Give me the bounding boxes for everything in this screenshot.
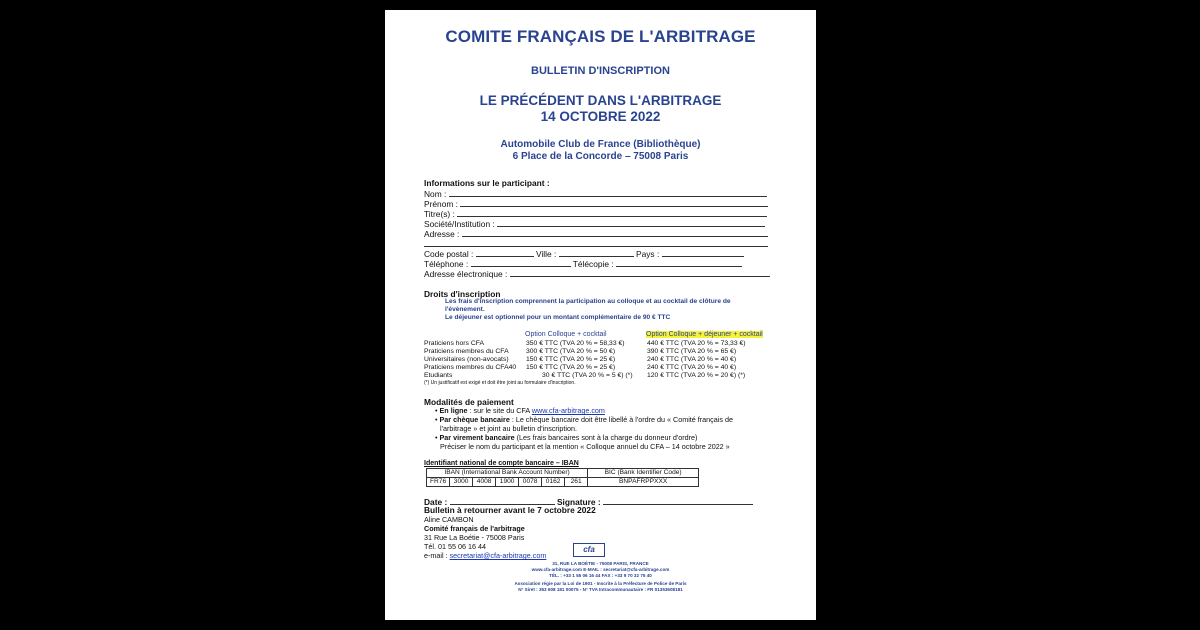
- footer-line-1: 31, RUE LA BOÉTIE - 75008 PARIS, FRANCE: [552, 561, 649, 566]
- payment-heading: Modalités de paiement: [424, 397, 514, 407]
- venue-line-1: Automobile Club de France (Bibliothèque): [500, 139, 701, 150]
- location-fields[interactable]: Code postal : Ville : Pays :: [424, 248, 744, 259]
- fee-row-label: Praticiens membres du CFA: [424, 348, 509, 355]
- bank-heading: Identifiant national de compte bancaire – IBAN: [424, 460, 579, 467]
- email-field[interactable]: Adresse électronique :: [424, 268, 770, 279]
- payment-cheque-2: l'arbitrage » et joint au bulletin d'inscription.: [440, 424, 577, 433]
- return-address: 31 Rue La Boétie - 75008 Paris: [424, 533, 525, 542]
- cfa-logo: cfa: [573, 543, 605, 557]
- fee-row-opt2: 120 € TTC (TVA 20 % = 20 €) (*): [647, 372, 746, 379]
- prenom-field[interactable]: Prénom :: [424, 198, 768, 209]
- fees-footnote: (*) Un justificatif est exigé et doit être joint au formulaire d'inscription.: [424, 380, 576, 386]
- fee-row-opt1: 150 € TTC (TVA 20 % = 25 €): [526, 364, 616, 371]
- phone-fields[interactable]: Téléphone : Télécopie :: [424, 258, 742, 269]
- fee-row-opt1: 150 € TTC (TVA 20 % = 25 €): [526, 356, 616, 363]
- nom-field[interactable]: Nom :: [424, 188, 767, 199]
- bic-header: BIC (Bank Identifier Code): [588, 469, 699, 478]
- fee-row-label: Praticiens membres du CFA40: [424, 364, 517, 371]
- iban-part: FR76: [427, 478, 450, 487]
- fee-row-label: Etudiants: [424, 372, 453, 379]
- fee-row-opt2: 240 € TTC (TVA 20 % = 40 €): [647, 356, 737, 363]
- payment-transfer-2: Préciser le nom du participant et la mention « Colloque annuel du CFA – 14 octobre 2022 »: [440, 442, 730, 451]
- adresse-field[interactable]: Adresse :: [424, 228, 768, 239]
- iban-part: 4008: [473, 478, 496, 487]
- payment-cheque: • Par chèque bancaire : Le chèque bancaire doit être libellé à l'ordre du « Comité français de: [435, 415, 733, 424]
- fee-row-opt2: 440 € TTC (TVA 20 % = 73,33 €): [647, 340, 746, 347]
- footer-line-4: Association régie par la Loi de 1901 - Inscrite à la Préfecture de Police de Paris: [514, 581, 687, 586]
- fees-note-2: Le déjeuner est optionnel pour un montant complémentaire de 90 € TTC: [445, 314, 671, 321]
- fee-row-opt2: 390 € TTC (TVA 20 % = 65 €): [647, 348, 737, 355]
- return-contact: Aline CAMBON: [424, 515, 474, 524]
- iban-part: 0162: [542, 478, 565, 487]
- venue-line-2: 6 Place de la Concorde – 75008 Paris: [512, 151, 689, 162]
- payment-online: • En ligne : sur le site du CFA www.cfa-arbitrage.com: [435, 406, 605, 415]
- return-deadline: Bulletin à retourner avant le 7 octobre 2022: [424, 505, 596, 515]
- registration-form-page: [385, 10, 816, 620]
- iban-table: [426, 468, 699, 487]
- event-date: 14 OCTOBRE 2022: [540, 109, 661, 124]
- fee-row-opt1: 300 € TTC (TVA 20 % = 50 €): [526, 348, 616, 355]
- fees-col-2-header: Option Colloque + déjeuner + cocktail: [646, 331, 763, 338]
- iban-part: 3000: [450, 478, 473, 487]
- iban-part: 261: [565, 478, 588, 487]
- iban-header: IBAN (International Bank Account Number): [427, 469, 588, 478]
- return-org: Comité français de l'arbitrage: [424, 524, 525, 533]
- return-tel: Tél. 01 55 06 16 44: [424, 542, 486, 551]
- fees-col-1-header: Option Colloque + cocktail: [525, 331, 607, 338]
- return-email: e-mail : secretariat@cfa-arbitrage.com: [424, 551, 547, 560]
- fee-row-opt1: 350 € TTC (TVA 20 % = 58,33 €): [526, 340, 625, 347]
- fee-row-opt1: 30 € TTC (TVA 20 % = 5 €) (*): [542, 372, 633, 379]
- fee-row-label: Praticiens hors CFA: [424, 340, 485, 347]
- secretariat-email-link[interactable]: secretariat@cfa-arbitrage.com: [449, 551, 547, 560]
- societe-field[interactable]: Société/Institution :: [424, 218, 765, 229]
- iban-part: 1900: [496, 478, 519, 487]
- cfa-website-link[interactable]: www.cfa-arbitrage.com: [531, 406, 605, 415]
- fees-note-1: Les frais d'inscription comprennent la participation au colloque et au cocktail de clôture de: [445, 298, 731, 305]
- fees-heading: Droits d'inscription: [424, 289, 501, 299]
- payment-transfer: • Par virement bancaire (Les frais bancaires sont à la charge du donneur d'ordre): [435, 433, 698, 442]
- fee-row-opt2: 240 € TTC (TVA 20 % = 40 €): [647, 364, 737, 371]
- footer-line-5: N° Siret : 353 608 181 00075 - N° TVA Intracommunautaire : FR 01353608181: [518, 587, 683, 592]
- date-signature-fields[interactable]: Date : Signature :: [424, 496, 753, 507]
- fees-note-1b: l'évènement.: [445, 306, 485, 313]
- org-title: COMITE FRANÇAIS DE L'ARBITRAGE: [445, 27, 756, 46]
- footer-line-3: TÉL. : +33 1 55 06 16 44 FAX : +33 9 70 32 75 40: [549, 573, 652, 578]
- iban-part: 0078: [519, 478, 542, 487]
- form-title: BULLETIN D'INSCRIPTION: [531, 65, 670, 77]
- footer-line-2: www.cfa-arbitrage.com E-MAIL : secretariat@cfa-arbitrage.com: [531, 567, 670, 572]
- fee-row-label: Universitaires (non-avocats): [424, 356, 509, 363]
- event-title: LE PRÉCÉDENT DANS L'ARBITRAGE: [479, 93, 722, 108]
- titres-field[interactable]: Titre(s) :: [424, 208, 767, 219]
- bic-value: BNPAFRPPXXX: [588, 478, 699, 487]
- participant-heading: Informations sur le participant :: [424, 178, 550, 188]
